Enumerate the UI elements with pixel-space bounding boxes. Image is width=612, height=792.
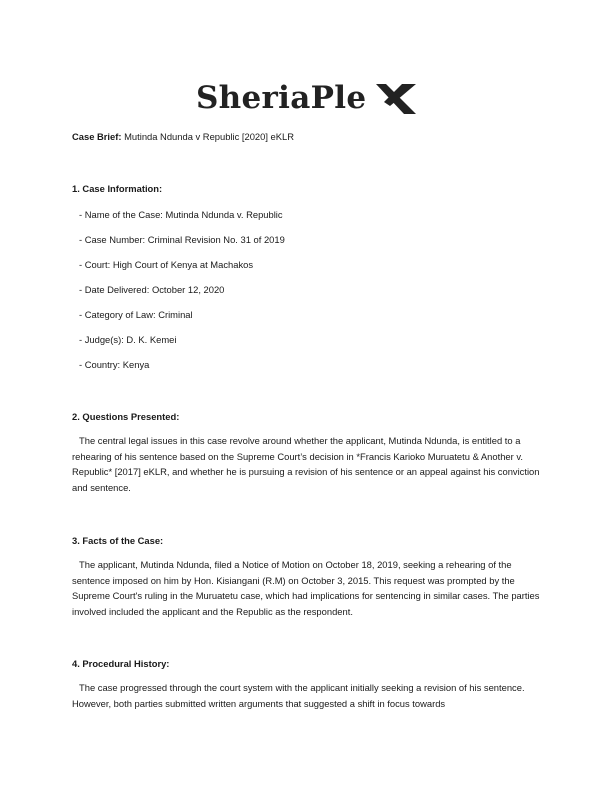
case-brief-title: Mutinda Ndunda v Republic [2020] eKLR (121, 131, 295, 142)
info-item-date: - Date Delivered: October 12, 2020 (79, 284, 225, 295)
case-brief-line (72, 131, 294, 143)
info-item-judges: - Judge(s): D. K. Kemei (79, 334, 177, 345)
section-heading-questions: 2. Questions Presented: (72, 411, 180, 422)
procedural-history-paragraph: The case progressed through the court system with the applicant initially seeking a revision of his sentence. However, both parties submitted written arguments that suggested a shift in focus towards (72, 682, 525, 709)
info-item-court: - Court: High Court of Kenya at Machakos (79, 259, 254, 270)
logo-x-mark (374, 82, 418, 116)
case-brief-label: Case Brief: (72, 131, 122, 142)
section-heading-case-information: 1. Case Information: (72, 183, 163, 194)
facts-paragraph: The applicant, Mutinda Ndunda, filed a Notice of Motion on October 18, 2019, seeking a rehearing of the sentence imposed on him by Hon. Kisiangani (R.M) on October 3, 2015. This request was prompted by the Supreme Court's ruling in the Muruatetu case, which had implications for sentencing in similar cases. The parties involved included the applicant and the Republic as the respondent. (72, 559, 540, 617)
info-item-country: - Country: Kenya (79, 359, 150, 370)
info-item-case-number: - Case Number: Criminal Revision No. 31 of 2019 (79, 234, 285, 245)
section-heading-facts: 3. Facts of the Case: (72, 535, 164, 546)
logo-wordmark: SheriaPle (196, 80, 367, 116)
sheriaplex-logo (196, 78, 426, 122)
questions-paragraph: The central legal issues in this case revolve around whether the applicant, Mutinda Ndunda, is entitled to a rehearing of his sentence based on the Supreme Court’s decision in *Francis Karioko Muruatetu & Another v. Republic* [2017] eKLR, and whether he is pursuing a revision of his sentence or an appeal against his conviction and sentence. (72, 435, 540, 493)
info-item-name: - Name of the Case: Mutinda Ndunda v. Republic (79, 209, 283, 220)
info-item-category: - Category of Law: Criminal (79, 309, 193, 320)
section-heading-procedural-history: 4. Procedural History: (72, 658, 170, 669)
